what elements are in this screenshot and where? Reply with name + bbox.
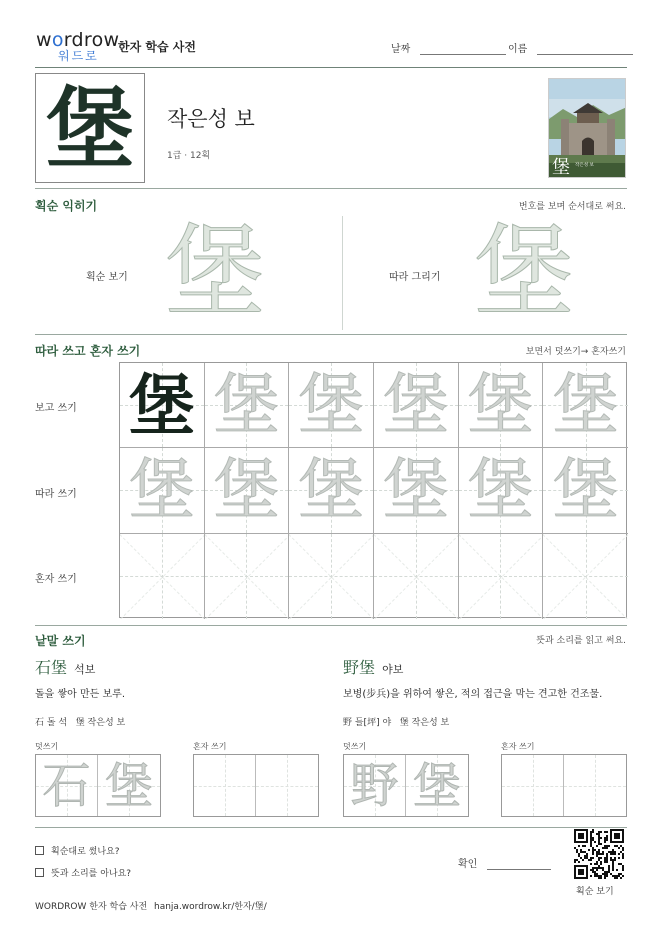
- trace-char: 堡: [382, 451, 449, 529]
- wordrow-logo: [36, 30, 119, 62]
- word-1-trace-box[interactable]: [35, 754, 161, 817]
- hero-divider: [35, 188, 627, 189]
- footer-url[interactable]: hanja.wordrow.kr/한자/堡/: [154, 902, 267, 912]
- grid-cell[interactable]: [543, 534, 628, 619]
- stroke-bottom-divider: [35, 334, 627, 335]
- qr-code[interactable]: [574, 829, 624, 879]
- hero-meta: 1급 · 12획: [167, 151, 211, 161]
- word-2-definition: 보병(步兵)을 위하여 쌓은, 적의 접근을 막는 견고한 건조물.: [343, 689, 603, 700]
- word-1-hanzi: 石堡: [35, 658, 68, 677]
- name-label: 이름: [508, 44, 528, 55]
- date-label: 날짜: [391, 44, 411, 55]
- word-1-trace-cell[interactable]: [98, 755, 160, 816]
- trace-char: 堡: [128, 451, 195, 529]
- grid-cell[interactable]: [459, 534, 544, 619]
- fortress-illustration: [548, 78, 626, 178]
- grid-cell[interactable]: [205, 534, 290, 619]
- trace-char: 堡: [467, 451, 534, 529]
- word-2-trace-cell[interactable]: [406, 755, 468, 816]
- word-1-trace-char: 石: [42, 757, 91, 814]
- word-2-trace-char: 堡: [412, 757, 461, 814]
- hero-char-box: [35, 73, 145, 183]
- trace-char: 堡: [298, 451, 365, 529]
- word-2-trace-cell[interactable]: [344, 755, 406, 816]
- logo-en-part: rdrow: [63, 29, 120, 51]
- grid-cell[interactable]: [289, 363, 374, 448]
- name-line: [537, 54, 633, 55]
- word-2-trace-char: 野: [350, 757, 399, 814]
- trace-char: 堡: [552, 451, 619, 529]
- check-stroke-order[interactable]: [35, 844, 120, 857]
- trace-char: 堡: [298, 366, 365, 444]
- stroke-divider: [342, 216, 343, 330]
- grid-section-title: 따라 쓰고 혼자 쓰기: [35, 344, 141, 358]
- row-label-solo: 혼자 쓰기: [35, 574, 77, 585]
- hero-char: 堡: [45, 76, 134, 180]
- grid-cell[interactable]: [289, 534, 374, 619]
- check-2-label: 뜻과 소리를 아나요?: [51, 869, 132, 879]
- checkbox-stroke-order[interactable]: [35, 846, 44, 855]
- grid-bottom-divider: [35, 625, 627, 626]
- stroke-trace-label: 따라 그리기: [389, 272, 441, 283]
- logo-ko: 워드로: [58, 49, 99, 63]
- word-1-trace-label: 덧쓰기: [35, 742, 59, 751]
- grid-cell[interactable]: [120, 448, 205, 533]
- trace-char: 堡: [213, 366, 280, 444]
- trace-char: 堡: [467, 366, 534, 444]
- grid-cell[interactable]: [374, 448, 459, 533]
- word-1-solo-box[interactable]: [193, 754, 319, 817]
- stroke-view-label: 획순 보기: [86, 272, 128, 283]
- trace-char: 堡: [552, 366, 619, 444]
- word-2-hanzi: 野堡: [343, 658, 376, 677]
- name-field[interactable]: [508, 40, 633, 55]
- word-2-chars: 野 들[坪] 야 堡 작은성 보: [343, 718, 450, 728]
- word-2-solo-cell[interactable]: [564, 755, 626, 816]
- check-1-label: 획순대로 썼나요?: [51, 847, 120, 857]
- row-label-view: 보고 쓰기: [35, 403, 77, 414]
- thumb-caption: 작은성 보: [575, 163, 594, 168]
- word-1-reading: 석보: [74, 663, 96, 676]
- word-1-head: [35, 655, 95, 678]
- word-1-solo-cell[interactable]: [194, 755, 256, 816]
- date-line: [420, 54, 506, 55]
- stroke-order-char[interactable]: 堡: [165, 213, 265, 330]
- words-section-title: 낱말 쓰기: [35, 634, 86, 648]
- trace-char: 堡: [382, 366, 449, 444]
- grid-section-note: 보면서 덧쓰기→ 혼자쓰기: [525, 347, 626, 357]
- model-char: 堡: [128, 366, 195, 445]
- grid-cell[interactable]: [543, 448, 628, 533]
- grid-cell[interactable]: [120, 363, 205, 448]
- stroke-section-note: 번호를 보며 순서대로 써요.: [518, 202, 626, 212]
- logo-en-o: o: [51, 29, 64, 51]
- stroke-trace-char[interactable]: 堡: [474, 213, 574, 330]
- qr-label: 획순 보기: [576, 887, 614, 897]
- grid-cell[interactable]: [205, 448, 290, 533]
- row-label-trace: 따라 쓰기: [35, 489, 77, 500]
- word-1-definition: 돌을 쌓아 만든 보루.: [35, 689, 125, 700]
- grid-cell[interactable]: [459, 448, 544, 533]
- word-2-trace-box[interactable]: [343, 754, 469, 817]
- header-divider: [35, 67, 627, 68]
- stroke-section-title: 획순 익히기: [35, 199, 98, 213]
- word-1-trace-cell[interactable]: [36, 755, 98, 816]
- grid-cell[interactable]: [289, 448, 374, 533]
- word-1-solo-cell[interactable]: [256, 755, 318, 816]
- grid-cell[interactable]: [374, 363, 459, 448]
- header-title: 한자 학습 사전: [118, 40, 196, 54]
- checkbox-meaning[interactable]: [35, 868, 44, 877]
- words-bottom-divider: [35, 827, 627, 828]
- grid-cell[interactable]: [120, 534, 205, 619]
- date-field[interactable]: [391, 40, 506, 55]
- word-1-trace-char: 堡: [104, 757, 153, 814]
- word-1-solo-label: 혼자 쓰기: [193, 742, 227, 751]
- word-2-solo-label: 혼자 쓰기: [501, 742, 535, 751]
- trace-char: 堡: [213, 451, 280, 529]
- word-2-head: [343, 655, 403, 678]
- word-2-solo-cell[interactable]: [502, 755, 564, 816]
- practice-grid[interactable]: [119, 362, 627, 618]
- confirm-label: 확인: [458, 859, 478, 870]
- hero-name: 작은성 보: [167, 107, 255, 131]
- grid-cell[interactable]: [374, 534, 459, 619]
- thumb-char: 堡: [552, 157, 570, 178]
- grid-cell[interactable]: [205, 363, 290, 448]
- confirm-field[interactable]: [458, 855, 551, 870]
- grid-cell[interactable]: [459, 363, 544, 448]
- word-2-solo-box[interactable]: [501, 754, 627, 817]
- word-2-trace-label: 덧쓰기: [343, 742, 367, 751]
- check-meaning[interactable]: [35, 866, 131, 879]
- footer-brand: WORDROW 한자 학습 사전: [35, 902, 148, 912]
- confirm-line: [487, 869, 551, 870]
- words-section-note: 뜻과 소리를 읽고 써요.: [536, 636, 626, 646]
- word-1-chars: 石 돌 석 堡 작은성 보: [35, 718, 126, 728]
- logo-en-part: w: [36, 29, 52, 51]
- word-2-reading: 야보: [382, 663, 404, 676]
- grid-cell[interactable]: [543, 363, 628, 448]
